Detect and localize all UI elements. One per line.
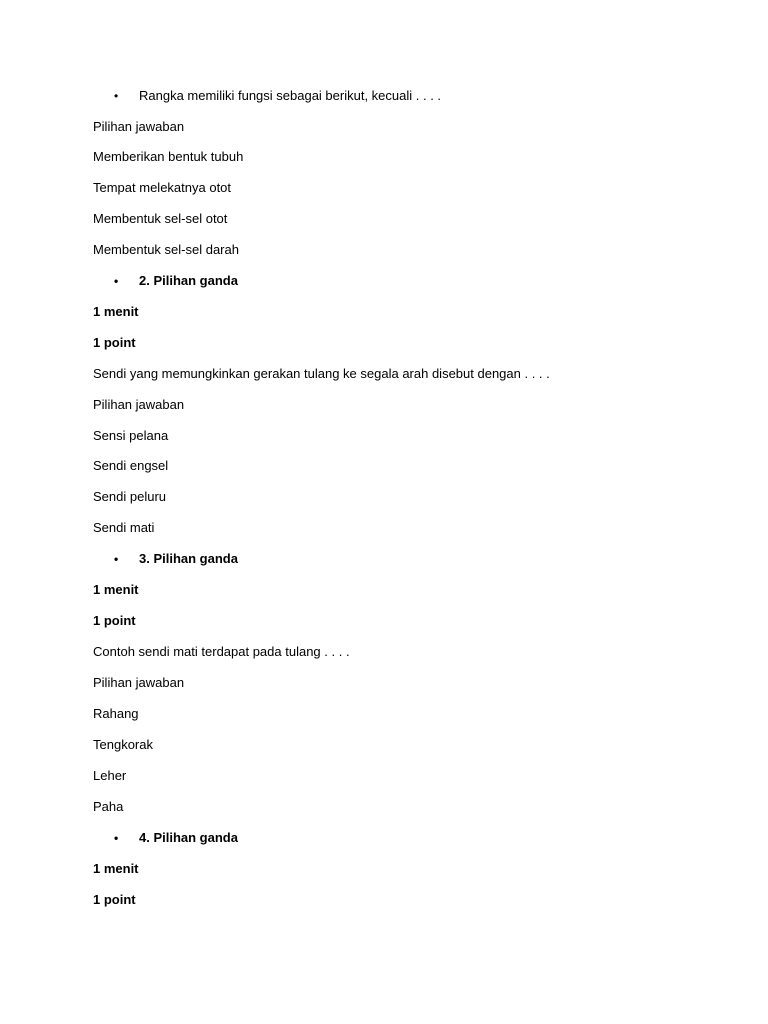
q2-question: Sendi yang memungkinkan gerakan tulang ke segala arah disebut dengan . . . .: [93, 366, 550, 381]
q4-header: 4. Pilihan ganda: [139, 830, 238, 845]
q2-header: 2. Pilihan ganda: [139, 273, 238, 288]
q3-points: 1 point: [93, 613, 136, 628]
q1-option-c: Membentuk sel-sel otot: [93, 211, 228, 226]
q3-option-b: Tengkorak: [93, 737, 153, 752]
q3-option-a: Rahang: [93, 706, 139, 721]
q2-bullet-item: [114, 272, 238, 290]
q2-option-d: Sendi mati: [93, 520, 155, 535]
q3-header: 3. Pilihan ganda: [139, 551, 238, 566]
q3-question: Contoh sendi mati terdapat pada tulang . . . .: [93, 644, 350, 659]
q2-option-a: Sensi pelana: [93, 428, 169, 443]
q4-time: 1 menit: [93, 861, 139, 876]
q2-time: 1 menit: [93, 304, 139, 319]
q3-time: 1 menit: [93, 582, 139, 597]
bullet-icon: •: [114, 831, 119, 845]
q2-option-b: Sendi engsel: [93, 458, 169, 473]
q1-option-d: Membentuk sel-sel darah: [93, 242, 239, 257]
q3-answers-label: Pilihan jawaban: [93, 675, 185, 690]
bullet-icon: •: [114, 552, 119, 566]
q1-option-a: Memberikan bentuk tubuh: [93, 149, 244, 164]
q4-bullet-item: [114, 829, 238, 847]
q3-option-d: Paha: [93, 799, 124, 814]
q4-points: 1 point: [93, 892, 136, 907]
q1-answers-label: Pilihan jawaban: [93, 119, 185, 134]
q2-points: 1 point: [93, 335, 136, 350]
q3-bullet-item: [114, 550, 238, 568]
bullet-icon: •: [114, 89, 119, 103]
q1-question: Rangka memiliki fungsi sebagai berikut, kecuali . . . .: [139, 88, 442, 103]
q2-option-c: Sendi peluru: [93, 489, 166, 504]
q2-answers-label: Pilihan jawaban: [93, 397, 185, 412]
bullet-icon: •: [114, 274, 119, 288]
q1-option-b: Tempat melekatnya otot: [93, 180, 232, 195]
q3-option-c: Leher: [93, 768, 127, 783]
q1-bullet-item: [114, 87, 441, 105]
